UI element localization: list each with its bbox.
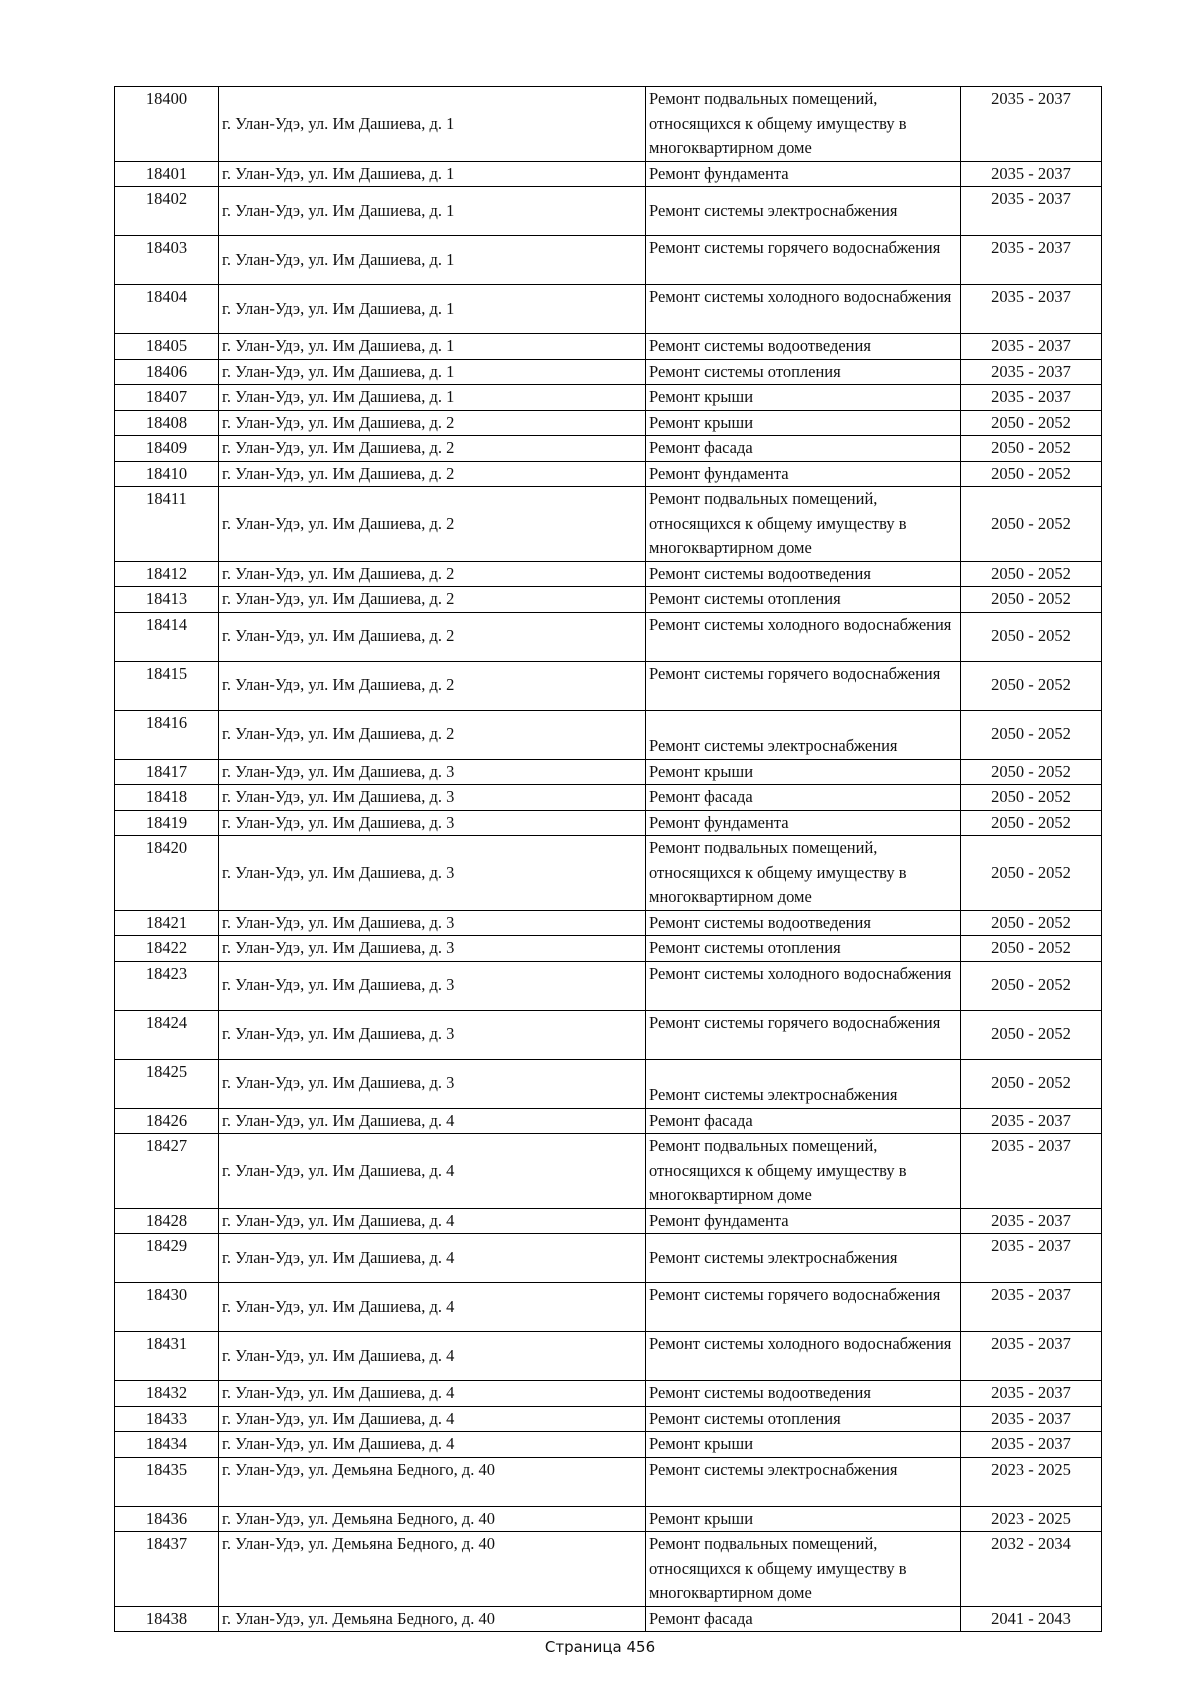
row-address: г. Улан-Удэ, ул. Им Дашиева, д. 1 (219, 87, 646, 162)
table-row (115, 1332, 1102, 1381)
table-row (115, 487, 1102, 562)
row-work-type: Ремонт крыши (646, 410, 961, 436)
row-address: г. Улан-Удэ, ул. Им Дашиева, д. 3 (219, 1059, 646, 1108)
row-address: г. Улан-Удэ, ул. Им Дашиева, д. 2 (219, 710, 646, 759)
row-period: 2050 - 2052 (961, 1059, 1102, 1108)
row-number: 18410 (115, 461, 219, 487)
row-period: 2035 - 2037 (961, 187, 1102, 236)
table-row (115, 1406, 1102, 1432)
row-address: г. Улан-Удэ, ул. Им Дашиева, д. 3 (219, 910, 646, 936)
row-number: 18401 (115, 161, 219, 187)
table-row (115, 1381, 1102, 1407)
table-row (115, 1234, 1102, 1283)
row-period: 2035 - 2037 (961, 359, 1102, 385)
table-row (115, 561, 1102, 587)
row-work-type: Ремонт фасада (646, 1108, 961, 1134)
works-table (114, 86, 1102, 1632)
row-work-type: Ремонт крыши (646, 385, 961, 411)
row-period: 2050 - 2052 (961, 810, 1102, 836)
table-row (115, 1432, 1102, 1458)
row-number: 18412 (115, 561, 219, 587)
row-address: г. Улан-Удэ, ул. Им Дашиева, д. 3 (219, 785, 646, 811)
row-number: 18423 (115, 961, 219, 1010)
table-row (115, 1059, 1102, 1108)
table-row (115, 1283, 1102, 1332)
row-period: 2050 - 2052 (961, 487, 1102, 562)
table-row (115, 236, 1102, 285)
row-address: г. Улан-Удэ, ул. Им Дашиева, д. 1 (219, 385, 646, 411)
row-number: 18403 (115, 236, 219, 285)
row-number: 18419 (115, 810, 219, 836)
row-number: 18407 (115, 385, 219, 411)
table-row (115, 587, 1102, 613)
row-number: 18404 (115, 285, 219, 334)
row-work-type: Ремонт системы электроснабжения (646, 1234, 961, 1283)
row-period: 2050 - 2052 (961, 1010, 1102, 1059)
table-row (115, 785, 1102, 811)
row-work-type: Ремонт крыши (646, 1432, 961, 1458)
row-work-type: Ремонт подвальных помещений, относящихся к общему имуществу в многоквартирном доме (646, 1532, 961, 1607)
row-period: 2035 - 2037 (961, 1208, 1102, 1234)
row-period: 2041 - 2043 (961, 1606, 1102, 1632)
row-address: г. Улан-Удэ, ул. Им Дашиева, д. 1 (219, 334, 646, 360)
row-work-type: Ремонт системы водоотведения (646, 334, 961, 360)
row-work-type: Ремонт крыши (646, 759, 961, 785)
row-work-type: Ремонт системы электроснабжения (646, 187, 961, 236)
row-number: 18436 (115, 1506, 219, 1532)
row-number: 18438 (115, 1606, 219, 1632)
table-row (115, 285, 1102, 334)
row-work-type: Ремонт фасада (646, 785, 961, 811)
table-row (115, 461, 1102, 487)
row-number: 18427 (115, 1134, 219, 1209)
row-work-type: Ремонт фундамента (646, 1208, 961, 1234)
row-period: 2050 - 2052 (961, 910, 1102, 936)
row-address: г. Улан-Удэ, ул. Демьяна Бедного, д. 40 (219, 1457, 646, 1506)
row-number: 18413 (115, 587, 219, 613)
row-number: 18406 (115, 359, 219, 385)
row-period: 2035 - 2037 (961, 87, 1102, 162)
row-work-type: Ремонт фасада (646, 1606, 961, 1632)
row-number: 18411 (115, 487, 219, 562)
table-row (115, 710, 1102, 759)
table-row (115, 961, 1102, 1010)
row-number: 18432 (115, 1381, 219, 1407)
row-period: 2035 - 2037 (961, 236, 1102, 285)
table-row (115, 87, 1102, 162)
row-number: 18402 (115, 187, 219, 236)
table-row (115, 334, 1102, 360)
row-period: 2035 - 2037 (961, 334, 1102, 360)
row-work-type: Ремонт системы холодного водоснабжения (646, 612, 961, 661)
table-row (115, 612, 1102, 661)
row-period: 2050 - 2052 (961, 836, 1102, 911)
row-address: г. Улан-Удэ, ул. Им Дашиева, д. 4 (219, 1406, 646, 1432)
row-period: 2035 - 2037 (961, 161, 1102, 187)
row-address: г. Улан-Удэ, ул. Им Дашиева, д. 4 (219, 1208, 646, 1234)
row-work-type: Ремонт системы отопления (646, 1406, 961, 1432)
table-row (115, 936, 1102, 962)
row-number: 18434 (115, 1432, 219, 1458)
table-row (115, 836, 1102, 911)
row-work-type: Ремонт фундамента (646, 161, 961, 187)
row-address: г. Улан-Удэ, ул. Им Дашиева, д. 3 (219, 1010, 646, 1059)
row-address: г. Улан-Удэ, ул. Им Дашиева, д. 3 (219, 836, 646, 911)
table-row (115, 759, 1102, 785)
row-number: 18408 (115, 410, 219, 436)
row-number: 18437 (115, 1532, 219, 1607)
row-number: 18400 (115, 87, 219, 162)
row-period: 2050 - 2052 (961, 612, 1102, 661)
row-address: г. Улан-Удэ, ул. Им Дашиева, д. 3 (219, 810, 646, 836)
row-period: 2050 - 2052 (961, 936, 1102, 962)
row-address: г. Улан-Удэ, ул. Им Дашиева, д. 2 (219, 661, 646, 710)
row-number: 18415 (115, 661, 219, 710)
row-address: г. Улан-Удэ, ул. Им Дашиева, д. 1 (219, 161, 646, 187)
row-number: 18428 (115, 1208, 219, 1234)
row-work-type: Ремонт системы горячего водоснабжения (646, 1010, 961, 1059)
row-period: 2023 - 2025 (961, 1457, 1102, 1506)
row-address: г. Улан-Удэ, ул. Им Дашиева, д. 4 (219, 1432, 646, 1458)
row-period: 2035 - 2037 (961, 1283, 1102, 1332)
row-period: 2035 - 2037 (961, 1406, 1102, 1432)
row-address: г. Улан-Удэ, ул. Им Дашиева, д. 1 (219, 285, 646, 334)
table-row (115, 1506, 1102, 1532)
row-work-type: Ремонт системы отопления (646, 359, 961, 385)
row-period: 2035 - 2037 (961, 1381, 1102, 1407)
row-work-type: Ремонт системы горячего водоснабжения (646, 1283, 961, 1332)
row-work-type: Ремонт системы водоотведения (646, 1381, 961, 1407)
row-period: 2035 - 2037 (961, 285, 1102, 334)
row-work-type: Ремонт системы электроснабжения (646, 1457, 961, 1506)
row-period: 2035 - 2037 (961, 385, 1102, 411)
row-number: 18424 (115, 1010, 219, 1059)
row-work-type: Ремонт фасада (646, 436, 961, 462)
row-number: 18430 (115, 1283, 219, 1332)
table-row (115, 187, 1102, 236)
row-work-type: Ремонт системы отопления (646, 936, 961, 962)
row-number: 18409 (115, 436, 219, 462)
table-row (115, 1457, 1102, 1506)
table-row (115, 910, 1102, 936)
row-work-type: Ремонт системы холодного водоснабжения (646, 1332, 961, 1381)
row-number: 18405 (115, 334, 219, 360)
row-address: г. Улан-Удэ, ул. Им Дашиева, д. 3 (219, 759, 646, 785)
row-work-type: Ремонт подвальных помещений, относящихся к общему имуществу в многоквартирном доме (646, 1134, 961, 1209)
table-row (115, 1208, 1102, 1234)
row-work-type: Ремонт системы электроснабжения (646, 1059, 961, 1108)
row-work-type: Ремонт фундамента (646, 461, 961, 487)
row-work-type: Ремонт системы холодного водоснабжения (646, 961, 961, 1010)
row-number: 18417 (115, 759, 219, 785)
row-work-type: Ремонт системы холодного водоснабжения (646, 285, 961, 334)
table-row (115, 161, 1102, 187)
table-row (115, 1108, 1102, 1134)
row-address: г. Улан-Удэ, ул. Демьяна Бедного, д. 40 (219, 1506, 646, 1532)
row-work-type: Ремонт системы горячего водоснабжения (646, 236, 961, 285)
row-work-type: Ремонт системы водоотведения (646, 910, 961, 936)
row-address: г. Улан-Удэ, ул. Им Дашиева, д. 1 (219, 187, 646, 236)
row-number: 18418 (115, 785, 219, 811)
row-address: г. Улан-Удэ, ул. Им Дашиева, д. 3 (219, 936, 646, 962)
row-work-type: Ремонт подвальных помещений, относящихся к общему имуществу в многоквартирном доме (646, 487, 961, 562)
row-period: 2050 - 2052 (961, 785, 1102, 811)
row-address: г. Улан-Удэ, ул. Им Дашиева, д. 2 (219, 410, 646, 436)
row-address: г. Улан-Удэ, ул. Им Дашиева, д. 4 (219, 1108, 646, 1134)
row-number: 18425 (115, 1059, 219, 1108)
row-period: 2050 - 2052 (961, 461, 1102, 487)
row-address: г. Улан-Удэ, ул. Им Дашиева, д. 3 (219, 961, 646, 1010)
row-work-type: Ремонт фундамента (646, 810, 961, 836)
row-period: 2035 - 2037 (961, 1332, 1102, 1381)
row-address: г. Улан-Удэ, ул. Им Дашиева, д. 4 (219, 1134, 646, 1209)
row-period: 2050 - 2052 (961, 661, 1102, 710)
table-row (115, 661, 1102, 710)
table-row (115, 810, 1102, 836)
row-address: г. Улан-Удэ, ул. Им Дашиева, д. 2 (219, 561, 646, 587)
row-period: 2050 - 2052 (961, 759, 1102, 785)
row-work-type: Ремонт системы электроснабжения (646, 710, 961, 759)
row-address: г. Улан-Удэ, ул. Им Дашиева, д. 4 (219, 1234, 646, 1283)
row-work-type: Ремонт подвальных помещений, относящихся к общему имуществу в многоквартирном доме (646, 87, 961, 162)
row-period: 2050 - 2052 (961, 587, 1102, 613)
row-address: г. Улан-Удэ, ул. Им Дашиева, д. 2 (219, 612, 646, 661)
row-period: 2035 - 2037 (961, 1234, 1102, 1283)
works-table-body (115, 87, 1102, 1632)
row-number: 18421 (115, 910, 219, 936)
table-row (115, 359, 1102, 385)
row-address: г. Улан-Удэ, ул. Им Дашиева, д. 4 (219, 1381, 646, 1407)
row-period: 2050 - 2052 (961, 561, 1102, 587)
table-row (115, 410, 1102, 436)
row-period: 2050 - 2052 (961, 710, 1102, 759)
row-address: г. Улан-Удэ, ул. Им Дашиева, д. 2 (219, 461, 646, 487)
row-period: 2050 - 2052 (961, 410, 1102, 436)
row-number: 18435 (115, 1457, 219, 1506)
row-address: г. Улан-Удэ, ул. Им Дашиева, д. 4 (219, 1332, 646, 1381)
row-address: г. Улан-Удэ, ул. Им Дашиева, д. 4 (219, 1283, 646, 1332)
row-period: 2050 - 2052 (961, 436, 1102, 462)
row-period: 2032 - 2034 (961, 1532, 1102, 1607)
table-row (115, 1010, 1102, 1059)
row-work-type: Ремонт системы водоотведения (646, 561, 961, 587)
row-address: г. Улан-Удэ, ул. Демьяна Бедного, д. 40 (219, 1606, 646, 1632)
row-number: 18416 (115, 710, 219, 759)
row-work-type: Ремонт крыши (646, 1506, 961, 1532)
row-number: 18431 (115, 1332, 219, 1381)
row-period: 2023 - 2025 (961, 1506, 1102, 1532)
row-period: 2035 - 2037 (961, 1432, 1102, 1458)
row-period: 2035 - 2037 (961, 1134, 1102, 1209)
page-number: Страница 456 (544, 1638, 656, 1656)
row-period: 2050 - 2052 (961, 961, 1102, 1010)
table-row (115, 385, 1102, 411)
row-number: 18429 (115, 1234, 219, 1283)
row-address: г. Улан-Удэ, ул. Им Дашиева, д. 2 (219, 436, 646, 462)
row-address: г. Улан-Удэ, ул. Им Дашиева, д. 1 (219, 359, 646, 385)
row-number: 18422 (115, 936, 219, 962)
row-work-type: Ремонт системы горячего водоснабжения (646, 661, 961, 710)
row-number: 18414 (115, 612, 219, 661)
row-address: г. Улан-Удэ, ул. Им Дашиева, д. 2 (219, 587, 646, 613)
table-row (115, 1606, 1102, 1632)
table-row (115, 436, 1102, 462)
row-work-type: Ремонт системы отопления (646, 587, 961, 613)
row-address: г. Улан-Удэ, ул. Им Дашиева, д. 2 (219, 487, 646, 562)
row-work-type: Ремонт подвальных помещений, относящихся к общему имуществу в многоквартирном доме (646, 836, 961, 911)
row-address: г. Улан-Удэ, ул. Им Дашиева, д. 1 (219, 236, 646, 285)
row-number: 18420 (115, 836, 219, 911)
row-number: 18426 (115, 1108, 219, 1134)
table-row (115, 1532, 1102, 1607)
table-row (115, 1134, 1102, 1209)
row-period: 2035 - 2037 (961, 1108, 1102, 1134)
row-number: 18433 (115, 1406, 219, 1432)
row-address: г. Улан-Удэ, ул. Демьяна Бедного, д. 40 (219, 1532, 646, 1607)
